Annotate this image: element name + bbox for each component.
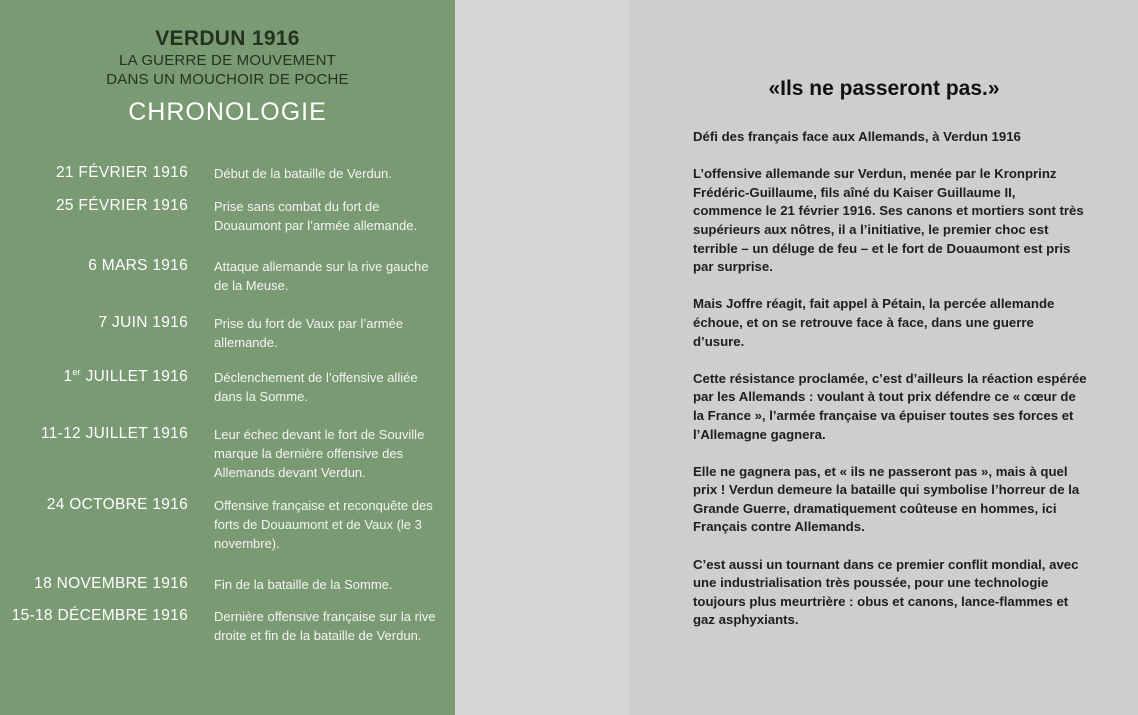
event-item [0,313,455,367]
event-date: 7 JUIN 1916 [98,314,188,331]
event-date: 15-18 DÉCEMBRE 1916 [11,607,188,624]
event-date-rest: JUILLET 1916 [85,368,188,385]
article-panel [630,0,1138,715]
event-description: Déclenchement de l’offensive alliée dans la Somme. [214,370,418,404]
event-description: Fin de la bataille de la Somme. [214,577,393,592]
event-description: Leur échec devant le fort de Souville marque la dernière offensive des Allemands devant Verdun. [214,427,425,480]
chronology-heading: CHRONOLOGIE [128,98,327,126]
event-description: Offensive française et reconquête des forts de Douaumont et de Vaux (le 3 novembre). [214,498,433,551]
article-paragraph: Cette résistance proclamée, c’est d’ailleurs la réaction espérée par les Allemands : voulant à tout prix défendre ce « cœur de la France », l’armée française va épuiser toutes ses forces et l’Allemagne gagnera. [693,370,1087,442]
event-description: Prise du fort de Vaux par l’armée allemande. [214,316,404,350]
chronology-header [0,0,455,127]
event-list [0,163,455,666]
event-item [0,196,455,256]
event-description: Dernière offensive française sur la rive droite et fin de la bataille de Verdun. [214,609,436,643]
article-subtitle: Défi des français face aux Allemands, à Verdun 1916 [693,129,1021,144]
article-paragraph: L’offensive allemande sur Verdun, menée par le Kronprinz Frédéric-Guillaume, fils aîné du Kaiser Guillaume II, commence le 21 février 1916. Ses canons et mortiers sont très supérieurs aux nôtres, il a l’initiative, le premier choc est terrible – un déluge de feu – et le fort de Douaumont est pris par surprise. [693,166,1084,275]
event-date [0,367,188,387]
event-item [0,606,455,666]
event-item [0,574,455,606]
article-paragraph: Elle ne gagnera pas, et « ils ne passeront pas », mais à quel prix ! Verdun demeure la bataille qui symbolise l’horreur de la Grande Guerre, dramatiquement coûteuse en hommes, ici Français contre Allemands. [693,463,1080,535]
event-item [0,495,455,574]
event-date: 11-12 JUILLET 1916 [40,425,188,442]
event-item [0,367,455,424]
event-date-day: 1 [63,368,73,385]
event-description: Prise sans combat du fort de Douaumont par l’armée allemande. [214,199,418,233]
event-item [0,424,455,495]
event-date: 25 FÉVRIER 1916 [55,197,188,214]
event-description: Attaque allemande sur la rive gauche de la Meuse. [214,259,429,293]
event-date: 18 NOVEMBRE 1916 [34,575,188,592]
article-paragraph: C’est aussi un tournant dans ce premier conflit mondial, avec une industrialisation très poussée, pour une technologie toujours plus meurtrière : obus et canons, lance-flammes et gaz asphyxiants. [693,556,1079,628]
event-date: 6 MARS 1916 [88,257,188,274]
article-title: «Ils ne passeront pas.» [768,77,1000,100]
panel-title: VERDUN 1916 [155,27,300,50]
panel-subtitle-line2: DANS UN MOUCHOIR DE POCHE [106,71,349,88]
event-description: Début de la bataille de Verdun. [214,166,392,181]
panel-subtitle-line1: LA GUERRE DE MOUVEMENT [119,52,336,69]
page-gutter [455,0,630,715]
article-body [693,128,1088,649]
event-item [0,163,455,196]
article-paragraph: Mais Joffre réagit, fait appel à Pétain, la percée allemande échoue, et on se retrouve face à face, dans une guerre d’usure. [693,296,1055,349]
event-date: 21 FÉVRIER 1916 [55,164,188,181]
chronology-panel [0,0,455,715]
event-date: 24 OCTOBRE 1916 [46,496,188,513]
event-date-ordinal: er [72,366,81,377]
event-item [0,256,455,313]
